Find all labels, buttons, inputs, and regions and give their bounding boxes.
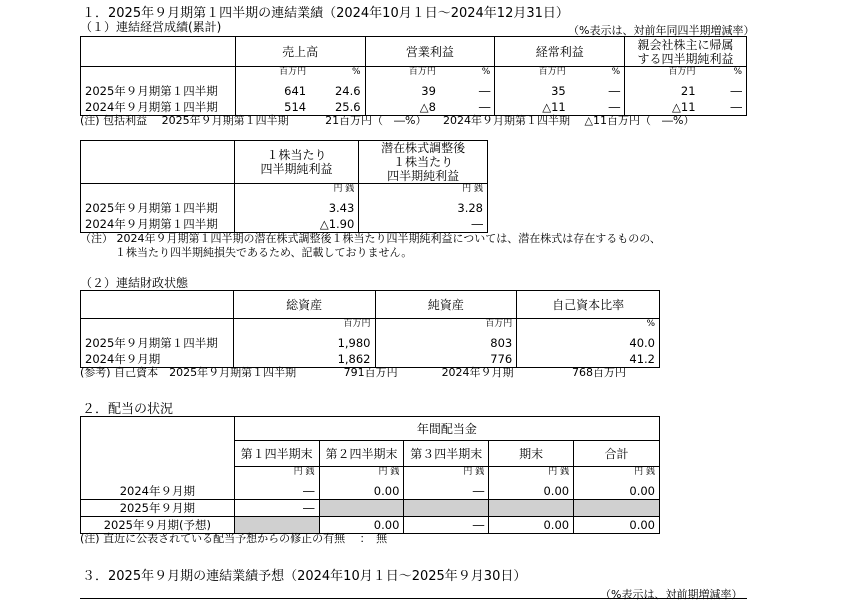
section3-pct-note: （%表示は、対前期増減率） <box>600 588 743 601</box>
unit-cell: 百万円 <box>233 319 375 336</box>
unit-cell: 百万円 <box>365 67 440 84</box>
comprehensive-income-note: (注) 包括利益 2025年９月期第１四半期 21百万円（ ―%） 2024年９月期第１四半期 △11百万円（ ―%） <box>80 114 695 127</box>
header-operating-profit: 営業利益 <box>365 37 495 67</box>
row-label: 2024年９月期 <box>81 483 235 500</box>
operating-results-table <box>80 36 747 116</box>
unit-cell: 百万円 <box>235 67 310 84</box>
shaded-cell <box>319 499 404 516</box>
cell-value: 0.00 <box>319 516 404 533</box>
unit-cell: 百万円 <box>495 67 570 84</box>
header-eps-line1: １株当たり <box>266 148 327 162</box>
header-q3: 第３四半期末 <box>404 441 489 467</box>
dividend-revision-note: (注) 直近に公表されている配当予想からの修正の有無 ： 無 <box>80 532 388 545</box>
cell-value: 40.0 <box>517 335 660 351</box>
row-label: 2025年９月期第１四半期 <box>81 335 234 351</box>
row-label: 2024年９月期第１四半期 <box>81 216 235 233</box>
cell-value: ― <box>404 516 489 533</box>
unit-cell: 百万円 <box>375 319 517 336</box>
cell-value: ― <box>234 499 319 516</box>
header-net-profit-line2: する四半期純利益 <box>637 51 734 66</box>
cell-value: 25.6 <box>310 99 365 116</box>
header-sales: 売上高 <box>235 37 365 67</box>
shaded-cell <box>489 499 574 516</box>
corner-cell <box>81 37 236 67</box>
unit-cell: 円 銭 <box>234 184 359 201</box>
eps-note-line2: １株当たり四半期純損失であるため、記載しておりません。 <box>115 246 413 259</box>
header-diluted-eps-line2: １株当たり <box>393 155 454 169</box>
unit-cell: % <box>517 319 660 336</box>
cell-value: 3.43 <box>234 200 359 216</box>
header-total-assets: 総資産 <box>233 291 375 319</box>
cell-value: 0.00 <box>574 483 660 500</box>
header-eps <box>234 141 359 184</box>
row-label: 2025年９月期第１四半期 <box>81 200 235 216</box>
section1-subtitle: （１）連結経営成績(累計) <box>80 20 222 34</box>
unit-cell: 円 銭 <box>319 467 404 483</box>
header-q2: 第２四半期末 <box>319 441 404 467</box>
cell-value: ― <box>440 99 495 116</box>
table-row <box>81 83 747 99</box>
dividends-table <box>80 416 660 534</box>
financial-position-title: （２）連結財政状態 <box>80 276 189 290</box>
cell-value: 641 <box>235 83 310 99</box>
header-ordinary-profit: 経常利益 <box>495 37 625 67</box>
cell-value: ― <box>234 483 319 500</box>
cell-value: 35 <box>495 83 570 99</box>
dividends-title: ２．配当の状況 <box>82 402 174 417</box>
cell-value: 514 <box>235 99 310 116</box>
cell-value: △1.90 <box>234 216 359 233</box>
cell-value: 0.00 <box>489 483 574 500</box>
header-net-assets: 純資産 <box>375 291 517 319</box>
cell-value: 1,862 <box>233 351 375 368</box>
cell-value: 803 <box>375 335 517 351</box>
unit-cell: 円 銭 <box>404 467 489 483</box>
unit-cell: % <box>440 67 495 84</box>
unit-cell: 円 銭 <box>234 467 319 483</box>
cell-value: 41.2 <box>517 351 660 368</box>
shaded-cell <box>574 499 660 516</box>
header-eps-line2: 四半期純利益 <box>260 162 333 176</box>
unit-cell: 百万円 <box>625 67 700 84</box>
cell-value: ― <box>570 83 625 99</box>
header-net-profit-line1: 親会社株主に帰属 <box>637 37 734 52</box>
table-row <box>81 483 660 500</box>
unit-cell: % <box>570 67 625 84</box>
header-diluted-eps <box>359 141 488 184</box>
cell-value: 3.28 <box>359 200 488 216</box>
row-label: 2025年９月期 <box>81 499 235 516</box>
corner-cell <box>81 291 234 319</box>
cell-value: ― <box>404 483 489 500</box>
unit-cell: % <box>700 67 747 84</box>
table-row <box>81 499 660 516</box>
unit-cell: 円 銭 <box>574 467 660 483</box>
cell-value: ― <box>570 99 625 116</box>
cell-value: △11 <box>495 99 570 116</box>
header-net-profit <box>625 37 747 67</box>
eps-note-line1: （注） 2024年９月期第１四半期の潜在株式調整後１株当たり四半期純利益については、潜在株式は存在するものの、 <box>80 232 661 245</box>
row-label: 2024年９月期 <box>81 351 234 368</box>
header-year-end: 期末 <box>489 441 574 467</box>
header-total: 合計 <box>574 441 660 467</box>
cell-value: ― <box>359 216 488 233</box>
row-label: 2024年９月期第１四半期 <box>81 99 236 116</box>
cell-value: ― <box>700 99 747 116</box>
financial-position-table <box>80 290 660 368</box>
unit-cell: 円 銭 <box>359 184 488 201</box>
cell-value: 0.00 <box>574 516 660 533</box>
cell-value: 0.00 <box>489 516 574 533</box>
cell-value: 1,980 <box>233 335 375 351</box>
unit-cell: % <box>310 67 365 84</box>
shaded-cell <box>404 499 489 516</box>
annual-dividend-header: 年間配当金 <box>234 417 659 441</box>
table-row <box>81 335 660 351</box>
equity-note: (参考) 自己資本 2025年９月期第１四半期 791百万円 2024年９月期 768百万円 <box>80 366 627 379</box>
cell-value: ― <box>700 83 747 99</box>
cell-value: 39 <box>365 83 440 99</box>
cell-value: 776 <box>375 351 517 368</box>
cell-value: △11 <box>625 99 700 116</box>
cell-value: △8 <box>365 99 440 116</box>
eps-table <box>80 140 488 233</box>
unit-cell: 円 銭 <box>489 467 574 483</box>
table-row <box>81 200 488 216</box>
row-label: 2025年９月期(予想) <box>81 516 235 533</box>
header-diluted-eps-line3: 四半期純利益 <box>387 169 460 183</box>
section3-title: ３．2025年９月期の連結業績予想（2024年10月１日～2025年９月30日） <box>82 569 527 584</box>
corner-cell <box>81 417 235 467</box>
row-label: 2025年９月期第１四半期 <box>81 83 236 99</box>
header-q1: 第１四半期末 <box>234 441 319 467</box>
cell-value: ― <box>440 83 495 99</box>
cell-value: 0.00 <box>319 483 404 500</box>
cell-value: 21 <box>625 83 700 99</box>
section1-title: １．2025年９月期第１四半期の連結業績（2024年10月１日～2024年12月31日） <box>82 6 569 21</box>
header-diluted-eps-line1: 潜在株式調整後 <box>381 141 466 155</box>
header-equity-ratio: 自己資本比率 <box>517 291 660 319</box>
corner-cell <box>81 141 235 184</box>
cell-value: 24.6 <box>310 83 365 99</box>
pct-note: （%表示は、対前年同四半期増減率） <box>568 24 755 37</box>
